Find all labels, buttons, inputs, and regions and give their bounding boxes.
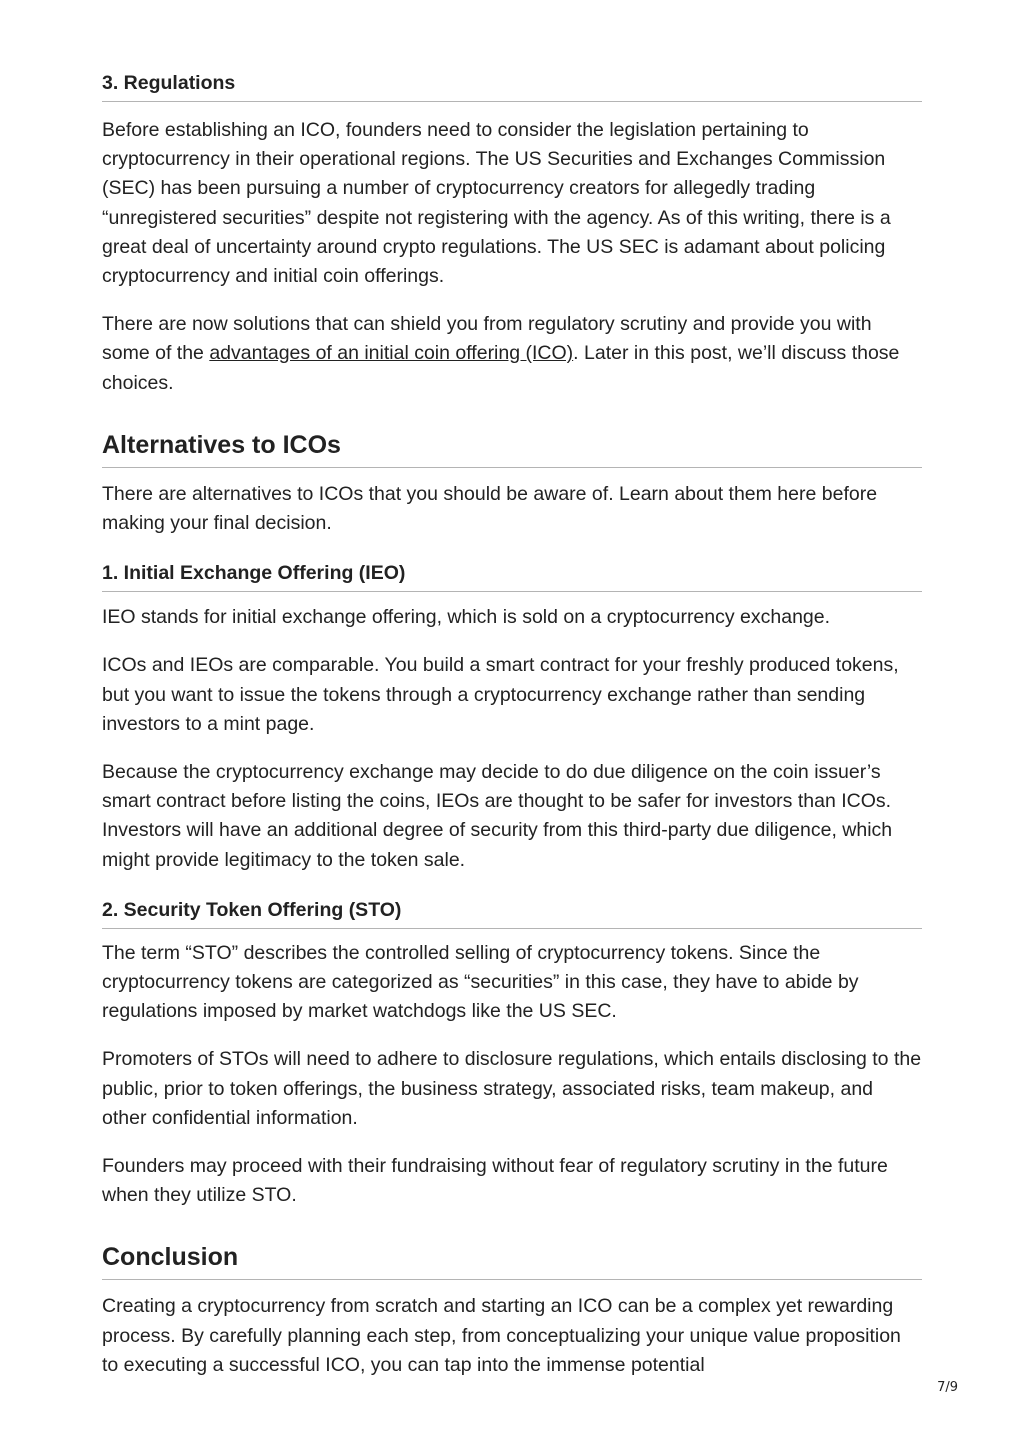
advantages-ico-link[interactable]: advantages of an initial coin offering (ICO) bbox=[209, 342, 574, 365]
heading-sto: 2. Security Token Offering (STO) bbox=[102, 898, 922, 929]
paragraph-ieo-3: Because the cryptocurrency exchange may decide to do due diligence on the coin issuer’s smart contract before listing the coins, IEOs are thought to be safer for investors than ICOs. Investors will have an additional degree of security from this third-party due diligence, which might provide legitimacy to the token sale. bbox=[102, 761, 893, 871]
paragraph-sto-2: Promoters of STOs will need to adhere to disclosure regulations, which entails disclosing to the public, prior to token offerings, the business strategy, associated risks, team makeup, and other confidential information. bbox=[102, 1048, 922, 1129]
paragraph-sto-3: Founders may proceed with their fundraising without fear of regulatory scrutiny in the future when they utilize STO. bbox=[102, 1155, 888, 1207]
heading-alternatives: Alternatives to ICOs bbox=[102, 430, 922, 468]
paragraph-regulations-2-text-end: . Later in this post, we’ll discuss those choices. bbox=[102, 342, 900, 394]
heading-conclusion: Conclusion bbox=[102, 1242, 922, 1280]
paragraph-regulations-2 bbox=[102, 310, 922, 398]
paragraph-sto-1: The term “STO” describes the controlled selling of cryptocurrency tokens. Since the cryptocurrency tokens are categorized as “securities” in this case, they have to abide by regulations imposed by market watchdogs like the US SEC. bbox=[102, 941, 859, 1023]
paragraph-alternatives-1: There are alternatives to ICOs that you should be aware of. Learn about them here before making your final decision. bbox=[102, 482, 878, 535]
document-body bbox=[102, 60, 922, 1380]
paragraph-regulations-1: Before establishing an ICO, founders need to consider the legislation pertaining to cryptocurrency in their operational regions. The US Securities and Exchanges Commission (SEC) has been pursuing a number of cryptocurrency creators for allegedly trading “unregistered securities” despite not registering with the agency. As of this writing, there is a great deal of uncertainty around crypto regulations. The US SEC is adamant about policing cryptocurrency and initial coin offerings. bbox=[102, 119, 891, 288]
paragraph-ieo-2: ICOs and IEOs are comparable. You build a smart contract for your freshly produced tokens, but you want to issue the tokens through a cryptocurrency exchange rather than sending investors to a mint page. bbox=[102, 654, 899, 735]
heading-ieo: 1. Initial Exchange Offering (IEO) bbox=[102, 561, 922, 592]
paragraph-conclusion-1: Creating a cryptocurrency from scratch and starting an ICO can be a complex yet rewarding process. By carefully planning each step, from conceptualizing your unique value proposition to executing a successful ICO, you can tap into the immense potential bbox=[102, 1295, 901, 1376]
heading-regulations: 3. Regulations bbox=[102, 71, 922, 102]
page-number: 7/9 bbox=[937, 1380, 958, 1395]
paragraph-regulations-2-text-start: There are now solutions that can shield you from regulatory scrutiny and provide you with some of the bbox=[102, 313, 872, 365]
paragraph-ieo-1: IEO stands for initial exchange offering, which is sold on a cryptocurrency exchange. bbox=[102, 606, 831, 629]
